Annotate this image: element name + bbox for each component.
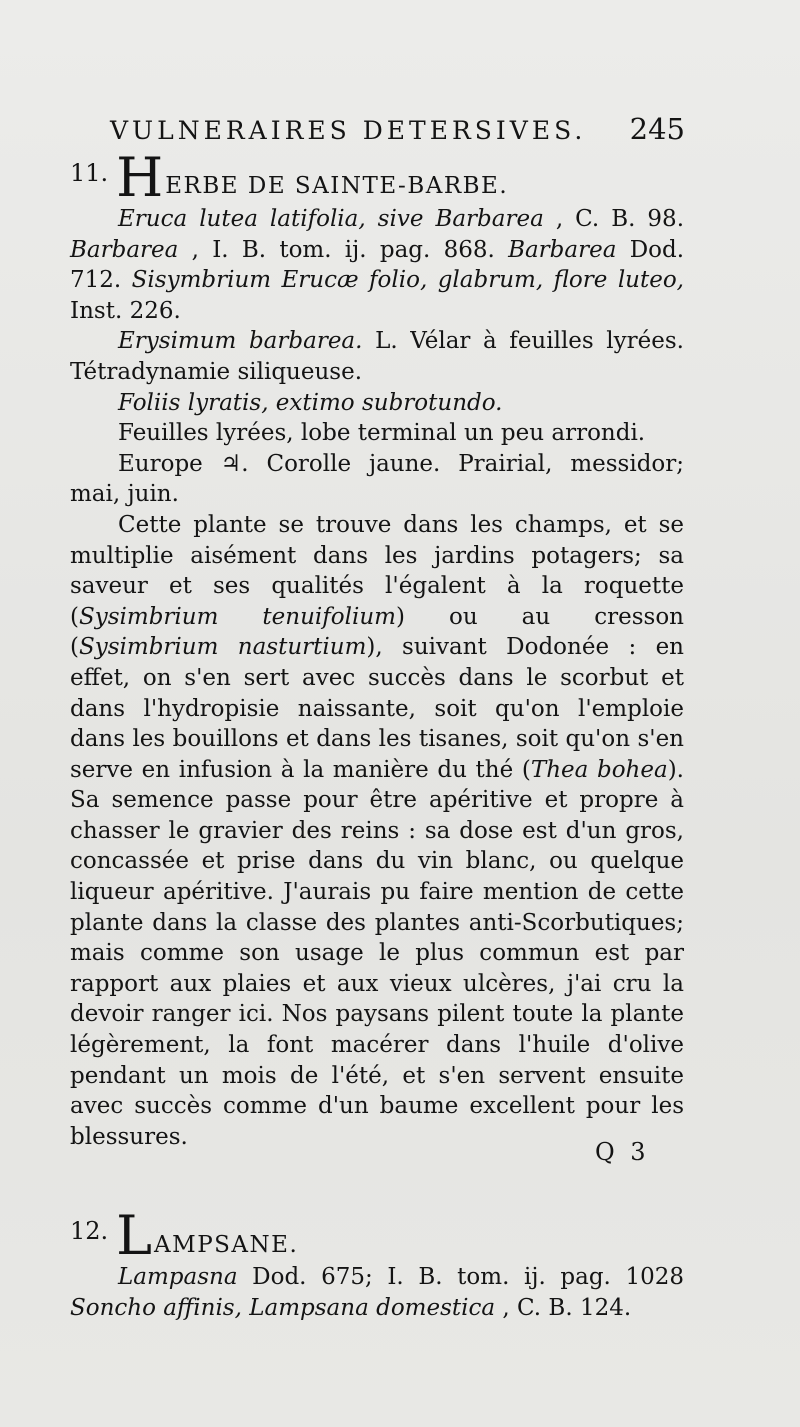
synonym-name: Soncho affinis, Lampsana domestica bbox=[70, 1295, 496, 1321]
running-title: VULNERAIRES DETERSIVES. bbox=[110, 116, 587, 145]
description: Feuilles lyrées, lobe terminal un peu arrondi. bbox=[118, 420, 646, 447]
habitat-region: Europe bbox=[118, 450, 203, 477]
section-gap bbox=[70, 1152, 684, 1208]
text-segment: Cette plante se trouve dans les champs, et se multiplie aisément dans les jardins potagers; sa saveur et ses qualités l'égalent à la roquette ( bbox=[70, 511, 684, 630]
synonym-reference: , C. B. 124. bbox=[502, 1295, 632, 1321]
entry-number: 11. bbox=[70, 159, 109, 187]
entry-12-heading bbox=[70, 1204, 684, 1268]
synonym-reference: Inst. 226. bbox=[70, 297, 181, 324]
entry-11-heading bbox=[70, 146, 684, 209]
entry-title: ERBE DE SAINTE-BARBE. bbox=[165, 173, 509, 200]
entry-title: AMPSANE. bbox=[154, 1231, 299, 1258]
synonyms-paragraph bbox=[70, 204, 684, 326]
classification: Tétradynamie siliqueuse. bbox=[70, 358, 363, 385]
running-header bbox=[110, 112, 685, 146]
synonyms-paragraph bbox=[70, 1262, 684, 1323]
main-text-paragraph bbox=[70, 510, 684, 1152]
synonym-name: Eruca lutea latifolia, sive Barbarea bbox=[118, 206, 544, 232]
text-segment: ), suivant Dodonée : en effet, on s'en sert avec succès dans le scorbut et dans l'hydropisie naissante, soit qu'on l'emploie dans les bouillons et dans les tisanes, soit qu'on s'en serve en infusion à la manière du thé ( bbox=[70, 634, 684, 783]
page-number: 245 bbox=[629, 112, 685, 146]
species-name: Sysimbrium tenuifolium bbox=[78, 603, 396, 630]
text-segment: ). Sa semence passe pour être apéritive et propre à chasser le gravier des reins : sa dose est d'un gros, concassée et prise dans du vin blanc, ou quelque liqueur apéritive. J'aurais pu faire mention de cette plante dans la classe des plantes anti-Scorbutiques; mais comme son usage le plus commun est par rapport aux plaies et aux vieux ulcères, j'ai cru la devoir ranger ici. Nos paysans pilent toute la plante légèrement, la font macérer dans l'huile d'olive pendant un mois de l'été, et s'en servent ensuite avec succès comme d'un baume excellent pour les blessures. bbox=[70, 756, 684, 1150]
entry-number: 12. bbox=[70, 1217, 109, 1246]
perennial-symbol: ♃. bbox=[220, 450, 249, 477]
synonym-reference: Dod. 675; I. B. tom. ij. pag. 1028 bbox=[252, 1264, 684, 1291]
species-name: Thea bohea bbox=[530, 756, 668, 783]
linnaean-paragraph bbox=[70, 326, 684, 387]
synonym-name: Barbarea bbox=[508, 236, 617, 263]
species-name: Sysimbrium nasturtium bbox=[78, 634, 367, 661]
drop-cap: L bbox=[116, 1204, 153, 1268]
synonym-name: Barbarea bbox=[70, 236, 179, 263]
synonym-name: Sisymbrium Erucæ folio, glabrum, flore luteo, bbox=[131, 267, 684, 294]
drop-cap: H bbox=[116, 146, 164, 209]
signature-mark: Q 3 bbox=[595, 1138, 650, 1166]
habitat-paragraph bbox=[70, 449, 684, 510]
linnaean-name: Erysimum barbarea. bbox=[118, 328, 363, 355]
diagnosis: Foliis lyratis, extimo subrotundo. bbox=[118, 389, 503, 416]
page-body bbox=[70, 146, 685, 1324]
synonym-reference: Dod. 712. bbox=[70, 236, 685, 294]
flowering-info: Corolle jaune. Prairial, messidor; mai, juin. bbox=[70, 450, 685, 508]
synonym-reference: , C. B. 98. bbox=[555, 206, 684, 232]
linnaean-reference: L. Vélar à feuilles lyrées. bbox=[375, 328, 684, 355]
synonym-reference: , I. B. tom. ij. pag. 868. bbox=[191, 236, 495, 263]
text-segment: ) ou au cresson ( bbox=[70, 603, 684, 661]
synonym-name: Lampasna bbox=[118, 1264, 238, 1291]
